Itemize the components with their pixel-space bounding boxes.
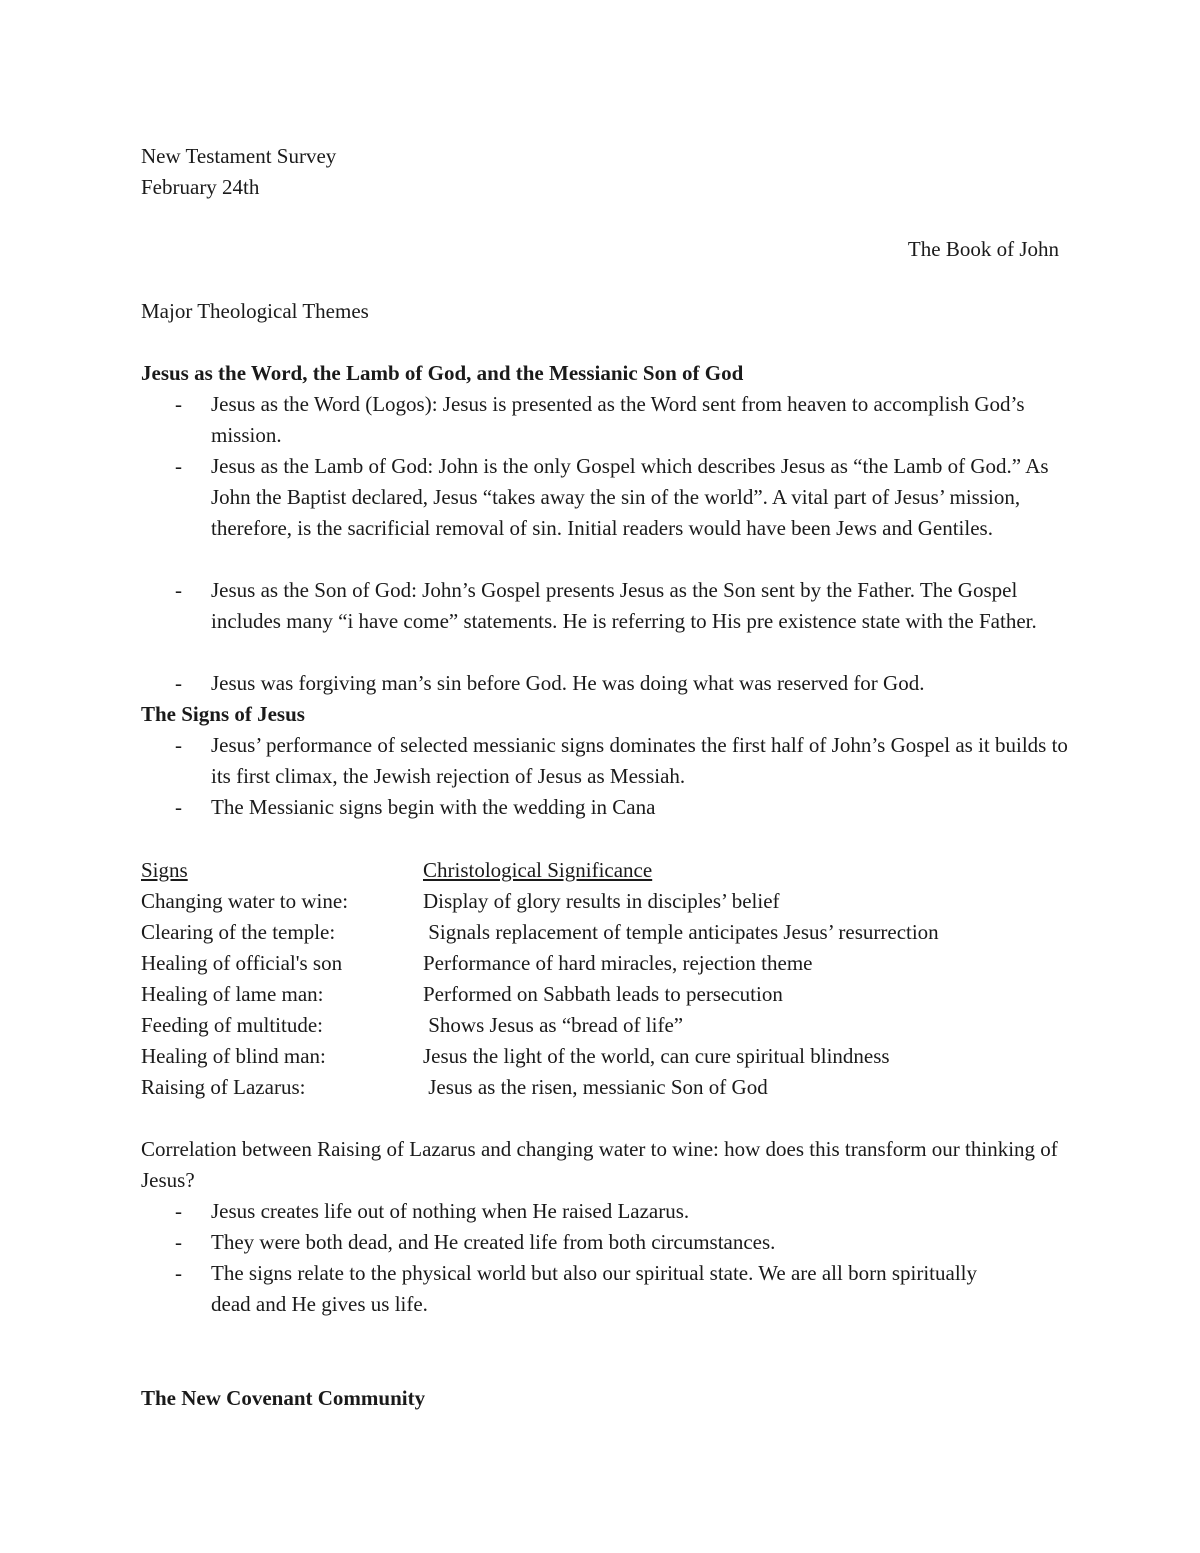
significance-cell: Jesus the light of the world, can cure spiritual blindness (423, 1044, 890, 1068)
list-item: Jesus creates life out of nothing when He raised Lazarus. (211, 1199, 690, 1223)
table-row (141, 1010, 1061, 1041)
sign-cell: Clearing of the temple: (141, 920, 336, 944)
sign-cell: Healing of lame man: (141, 982, 324, 1006)
list-item: They were both dead, and He created life from both circumstances. (211, 1230, 776, 1254)
sign-cell: Raising of Lazarus: (141, 1075, 306, 1099)
list-item: Jesus as the Son of God: John’s Gospel presents Jesus as the Son sent by the Father. The Gospel includes many “i have come” statements. He is referring to His pre existence state with the Father. (211, 578, 1037, 633)
list-item: The signs relate to the physical world but also our spiritual state. We are all born spiritually dead and He gives us life. (211, 1261, 977, 1316)
correlation-question: Correlation between Raising of Lazarus and changing water to wine: how does this transform our thinking of Jesus? (141, 1137, 1058, 1192)
significance-cell: Performed on Sabbath leads to persecution (423, 982, 783, 1006)
significance-cell: Shows Jesus as “bread of life” (423, 1013, 684, 1037)
section-heading-new-covenant: The New Covenant Community (141, 1386, 426, 1410)
section-heading-signs: The Signs of Jesus (141, 702, 305, 726)
list-item: Jesus as the Word (Logos): Jesus is presented as the Word sent from heaven to accomplish God’s mission. (211, 392, 1025, 447)
table-row (141, 979, 1061, 1010)
signs-table (141, 855, 1061, 1103)
column-header-signs: Signs (141, 858, 188, 882)
document-page: New Testament Survey February 24th The Book of John Major Theological Themes Jesus as the Word, the Lamb of God, and the Messianic Son of God - Jesus as the Word (Logos): Jesus is presented as the Word sent from heaven to accomplish God’s mission. - Jesus as the Lamb of God: John is the only Gospel which describes Jesus as “the Lamb of God.” As John the Baptist declared, Jesus “takes away the sin of the world”. A vital part of Jesus’ mission, therefore, is the sacrificial removal of sin. Initial readers would have been Jews and Gentiles. - Jesus as the Son of God: John’s Gospel presents Jesus as the Son sent by the Father. The Gospel includes many “i have come” statements. He is referring to His pre existence state with the Father. - Jesus was forgiving man’s sin before God. He was doing what was reserved for God. The Signs of Jesus - Jesus’ performance of selected messianic signs dominates the first half of John’s Gospel as it builds to its first climax, the Jewish rejection of Jesus as Messiah. - The Messianic signs begin with the wedding in Cana Signs Christological Significance Changing water to wine: Display of glory results in disciples’ belief Clearing of the temple: Signals replacement of temple anticipates Jesus’ resurrection Healing of official's son Performance of hard miracles, rejection theme Healing of lame man: Performed on Sabbath leads to persecution Feeding of multitude: Shows Jesus as “bread of life” Healing of blind man: Jesus the light of the world, can cure spiritual blindness Raising of Lazarus: Jesus as the risen, messianic Son of God Correlation between Raising of Lazarus and changing water to wine: how does this transform our thinking of Jesus? - Jesus creates life out of nothing when He raised Lazarus. - They were both dead, and He created life from both circumstances. - The signs relate to the physical world but also our spiritual state. We are all born spiritually dead and He gives us life. The New Covenant Community (0, 0, 1200, 1553)
table-row (141, 886, 1061, 917)
significance-cell: Performance of hard miracles, rejection theme (423, 951, 813, 975)
significance-cell: Jesus as the risen, messianic Son of God (423, 1075, 768, 1099)
table-row (141, 948, 1061, 979)
sign-cell: Healing of official's son (141, 951, 343, 975)
table-row (141, 1041, 1061, 1072)
page-title: The Book of John (907, 237, 1059, 261)
lecture-date: February 24th (141, 175, 260, 199)
significance-cell: Display of glory results in disciples’ belief (423, 889, 780, 913)
table-row (141, 1072, 1061, 1103)
list-item: Jesus’ performance of selected messianic signs dominates the first half of John’s Gospel as it builds to its first climax, the Jewish rejection of Jesus as Messiah. (211, 733, 1068, 788)
list-item: The Messianic signs begin with the wedding in Cana (211, 795, 656, 819)
table-header-row (141, 855, 1061, 886)
course-name: New Testament Survey (141, 144, 337, 168)
significance-cell: Signals replacement of temple anticipates Jesus’ resurrection (423, 920, 939, 944)
table-row (141, 917, 1061, 948)
list-item: Jesus as the Lamb of God: John is the only Gospel which describes Jesus as “the Lamb of God.” As John the Baptist declared, Jesus “takes away the sin of the world”. A vital part of Jesus’ mission, therefore, is the sacrificial removal of sin. Initial readers would have been Jews and Gentiles. (211, 454, 1049, 540)
sign-cell: Changing water to wine: (141, 889, 349, 913)
sign-cell: Feeding of multitude: (141, 1013, 323, 1037)
list-item: Jesus was forgiving man’s sin before God. He was doing what was reserved for God. (211, 671, 925, 695)
column-header-significance: Christological Significance (423, 858, 653, 882)
sign-cell: Healing of blind man: (141, 1044, 326, 1068)
section-title: Major Theological Themes (141, 299, 369, 323)
section-heading-word-lamb-son: Jesus as the Word, the Lamb of God, and the Messianic Son of God (141, 361, 744, 385)
